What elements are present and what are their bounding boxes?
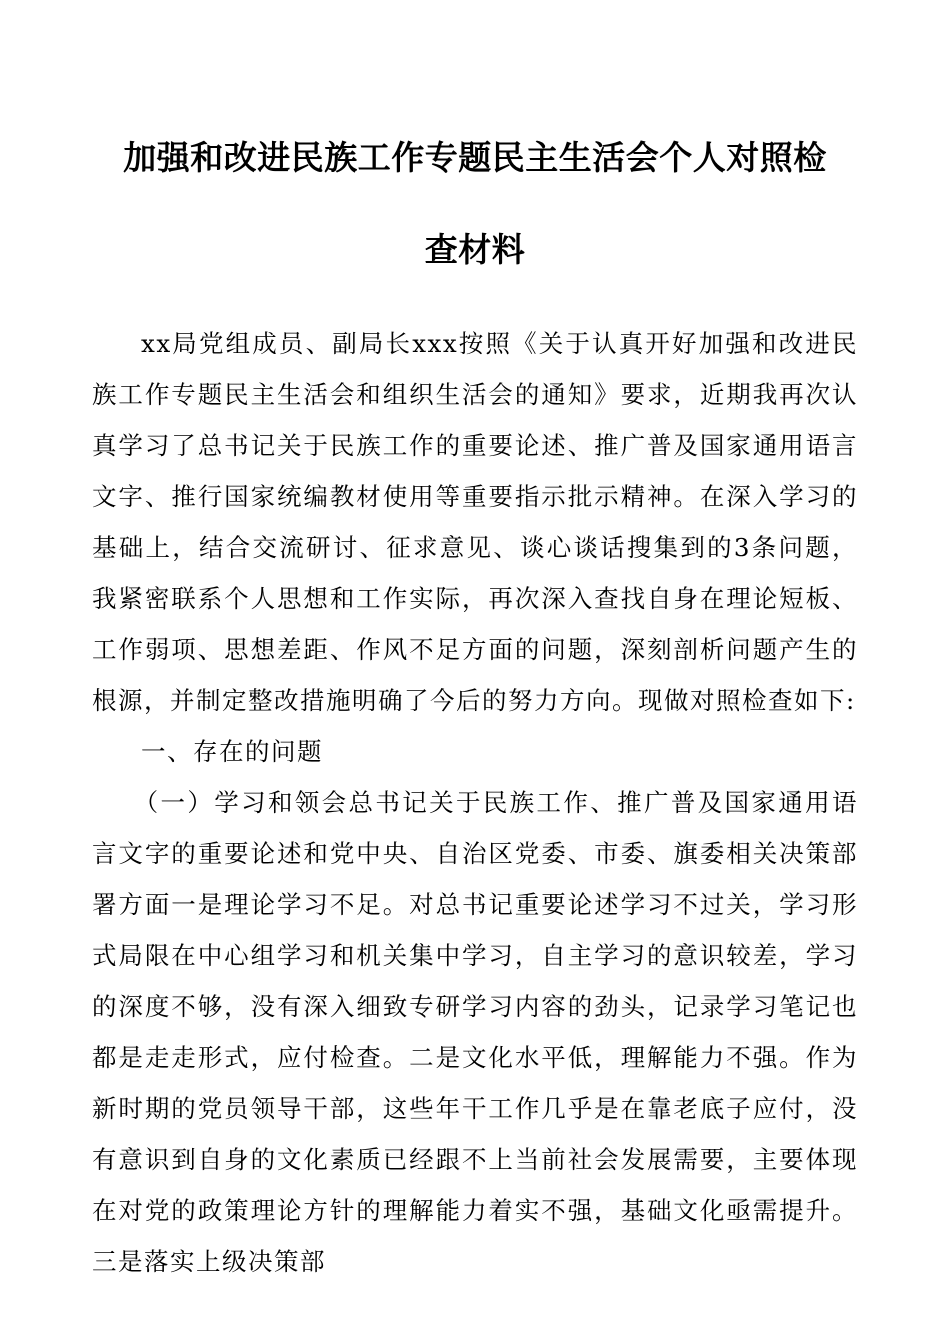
intro-paragraph: xx局党组成员、副局长xxx按照《关于认真开好加强和改进民族工作专题民主生活会和组织生活会的通知》要求，近期我再次认真学习了总书记关于民族工作的重要论述、推广普及国家通用语言文字、推行国家统编教材使用等重要指示批示精神。在深入学习的基础上，结合交流研讨、征求意见、谈心谈话搜集到的3条问题，我紧密联系个人思想和工作实际，再次深入查找自身在理论短板、工作弱项、思想差距、作风不足方面的问题，深刻剖析问题产生的根源，并制定整改措施明确了今后的努力方向。现做对照检查如下: [92, 329, 858, 715]
document-body [92, 318, 858, 1287]
title-line-1: 加强和改进民族工作专题民主生活会个人对照检 [123, 138, 827, 177]
title-line-2: 查材料 [424, 230, 526, 269]
section-heading-problems: 一、存在的问题 [141, 737, 323, 766]
document-title [92, 128, 858, 280]
document-page [92, 128, 858, 1287]
subsection-paragraph-1: （一）学习和领会总书记关于民族工作、推广普及国家通用语言文字的重要论述和党中央、自治区党委、市委、旗委相关决策部署方面一是理论学习不足。对总书记重要论述学习不过关，学习形式局限在中心组学习和机关集中学习，自主学习的意识较差，学习的深度不够，没有深入细致专研学习内容的劲头，记录学习笔记也都是走走形式，应付检查。二是文化水平低，理解能力不强。作为新时期的党员领导干部，这些年干工作几乎是在靠老底子应付，没有意识到自身的文化素质已经跟不上当前社会发展需要，主要体现在对党的政策理论方针的理解能力着实不强，基础文化亟需提升。三是落实上级决策部 [92, 788, 858, 1276]
